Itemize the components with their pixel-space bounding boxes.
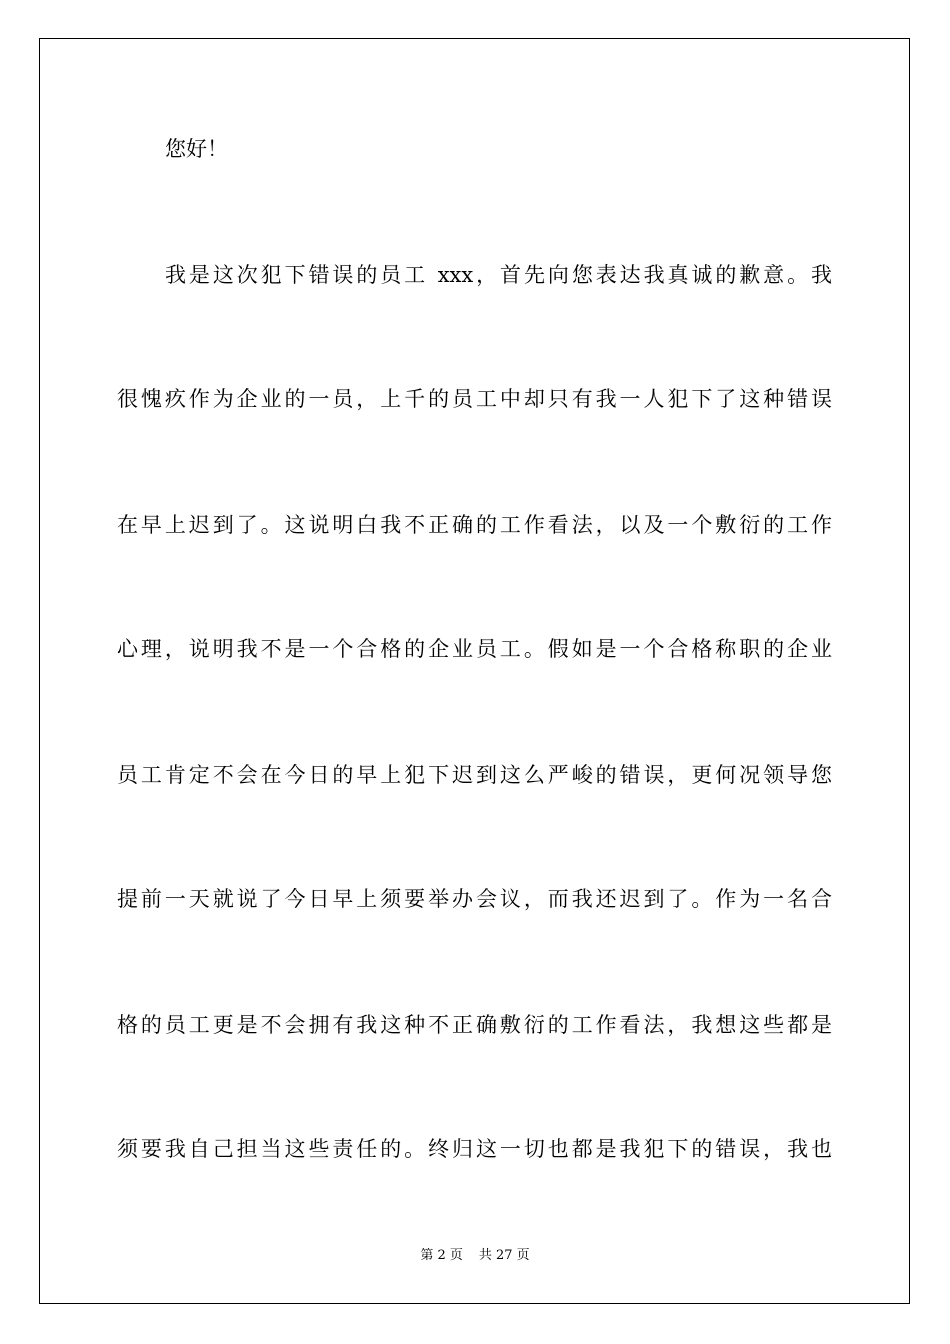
body-line-8: 须要我自己担当这些责任的。终归这一切也都是我犯下的错误，我也 [117, 1137, 832, 1161]
body-line-4: 心理，说明我不是一个合格的企业员工。假如是一个合格称职的企业 [117, 637, 832, 661]
body-line-2: 很愧疚作为企业的一员，上千的员工中却只有我一人犯下了这种错误 [117, 387, 832, 411]
body-line-7: 格的员工更是不会拥有我这种不正确敷衍的工作看法，我想这些都是 [117, 1013, 832, 1037]
body-line-3: 在早上迟到了。这说明白我不正确的工作看法，以及一个敷衍的工作 [117, 513, 832, 537]
greeting-line: 您好！ [165, 137, 228, 161]
page-total: 共 27 页 [478, 1248, 530, 1263]
page-footer [0, 1247, 950, 1265]
body-line-6: 提前一天就说了今日早上须要举办会议，而我还迟到了。作为一名合 [117, 887, 832, 911]
page-border [39, 38, 910, 1304]
body-line-1: 我是这次犯下错误的员工 xxx，首先向您表达我真诚的歉意。我 [165, 263, 832, 287]
page-number: 第 2 页 [420, 1248, 463, 1263]
body-line-5: 员工肯定不会在今日的早上犯下迟到这么严峻的错误，更何况领导您 [117, 763, 832, 787]
